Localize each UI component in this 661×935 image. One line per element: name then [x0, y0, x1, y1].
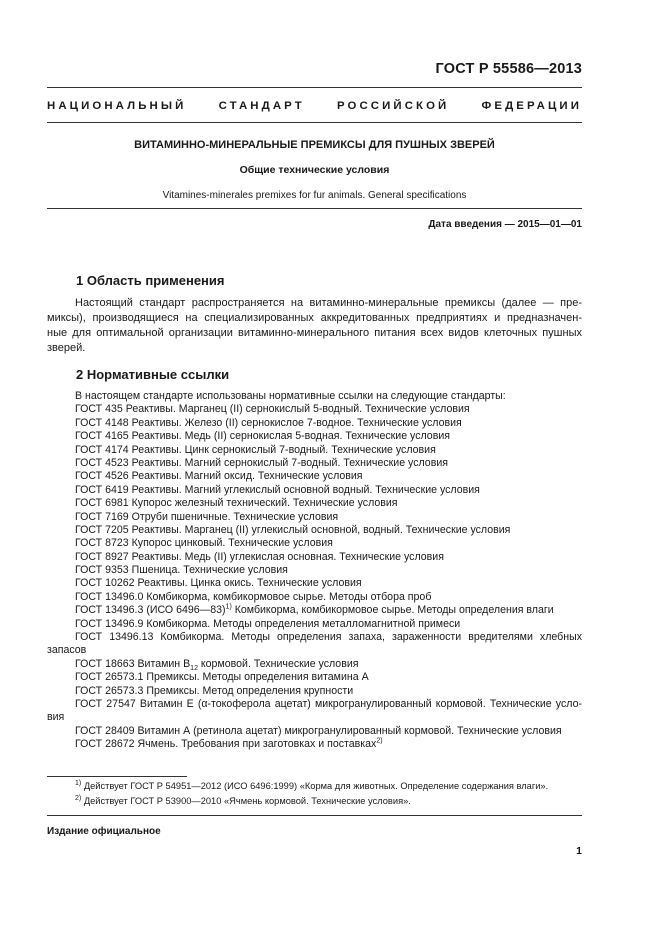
footnote-marker: 1): [75, 779, 82, 787]
footnote-1: [47, 779, 582, 794]
paragraph-line: Настоящий стандарт распространяется на витаминно-минеральные премиксы (далее — пре-: [75, 297, 582, 309]
reference-item: ГОСТ 7205 Реактивы. Марганец (II) углекислый основной, водный. Технические условия: [75, 523, 511, 536]
reference-item: ГОСТ 4174 Реактивы. Цинк сернокислый 7-водный. Технические условия: [75, 443, 436, 456]
section-1-heading: 1 Область применения: [76, 273, 225, 288]
footnote-separator: [47, 776, 187, 777]
normative-references-list: [47, 390, 582, 752]
reference-item: ГОСТ 8723 Купорос цинковый. Технические условия: [75, 537, 333, 550]
footer-rule: [47, 815, 582, 816]
reference-item: ГОСТ 6981 Купорос железный технический. Технические условия: [75, 497, 398, 510]
document-title-english: Vitamines-minerales premixes for fur animals. General specifications: [162, 190, 467, 201]
document-code: ГОСТ Р 55586—2013: [435, 61, 582, 77]
header-rule-bottom: [47, 122, 582, 123]
reference-text: ГОСТ 28672 Ячмень. Требования при заготовках и поставках: [75, 738, 377, 751]
reference-item: ГОСТ 435 Реактивы. Марганец (II) сернокислый 5-водный. Технические условия: [75, 403, 470, 416]
reference-item: ГОСТ 6419 Реактивы. Магний углекислый основной водный. Технические условия: [75, 483, 480, 496]
reference-item: ГОСТ 7169 Отруби пшеничные. Технические условия: [75, 510, 339, 523]
reference-item: ГОСТ 4165 Реактивы. Медь (II) сернокислая 5-водная. Технические условия: [75, 430, 450, 443]
reference-item: ГОСТ 26573.1 Премиксы. Методы определения витамина А: [75, 671, 369, 684]
reference-item: ГОСТ 13496.0 Комбикорма, комбикормовое сырье. Методы отбора проб: [75, 590, 432, 603]
footnote-text: Действует ГОСТ Р 54951—2012 (ИСО 6496:1999) «Корма для животных. Определение содержания влаги».: [81, 781, 549, 791]
reference-item-continued: вия: [47, 711, 65, 724]
reference-item: ГОСТ 13496.9 Комбикорма. Методы определения металломагнитной примеси: [75, 617, 461, 630]
footnote-marker: 1): [225, 603, 232, 611]
introduction-date: Дата введения — 2015—01—01: [428, 219, 582, 230]
document-subtitle: Общие технические условия: [239, 164, 390, 176]
reference-item-continued: запасов: [47, 644, 87, 657]
footnote-marker: 2): [376, 737, 383, 745]
reference-item: ГОСТ 9353 Пшеница. Технические условия: [75, 564, 288, 577]
section-1-paragraph: [47, 296, 582, 356]
reference-item: ГОСТ 13496.13 Комбикорма. Методы определения запаха, зараженности вредителями хлебных: [75, 631, 582, 644]
title-rule: [47, 208, 582, 209]
footnotes: [47, 779, 582, 809]
footnote-text: Действует ГОСТ Р 53900—2010 «Ячмень кормовой. Технические условия».: [81, 796, 411, 806]
reference-item: ГОСТ 27547 Витамин Е (α-токоферола ацетат) микрогранулированный кормовой. Технические усло-: [75, 697, 582, 710]
reference-item: [47, 658, 582, 671]
section-2-heading: 2 Нормативные ссылки: [76, 367, 230, 382]
reference-text: Комбикорма, комбикормовое сырье. Методы определения влаги: [231, 604, 554, 617]
paragraph-line: зверей.: [47, 342, 86, 354]
reference-item: [47, 604, 582, 617]
paragraph-line: миксы), производящиеся на специализированных аккредитованных предприятиях и предназначен-: [47, 312, 582, 324]
national-standard-banner: НАЦИОНАЛЬНЫЙ СТАНДАРТ РОССИЙСКОЙ ФЕДЕРАЦИИ: [47, 100, 582, 112]
paragraph-line: ные для оптимальной организации витаминно-минерального питания всех видов клеточных пушных: [47, 327, 582, 339]
footnote-2: [47, 794, 582, 809]
reference-text: кормовой. Технические условия: [197, 657, 359, 670]
reference-text: ГОСТ 18663 Витамин В: [75, 657, 191, 670]
official-edition-label: Издание официальное: [47, 826, 161, 837]
reference-item: ГОСТ 4526 Реактивы. Магний оксид. Технические условия: [75, 470, 363, 483]
reference-item: ГОСТ 10262 Реактивы. Цинка окись. Технические условия: [75, 577, 362, 590]
references-intro: В настоящем стандарте использованы нормативные ссылки на следующие стандарты:: [75, 390, 506, 402]
document-title: ВИТАМИННО-МИНЕРАЛЬНЫЕ ПРЕМИКСЫ ДЛЯ ПУШНЫХ ЗВЕРЕЙ: [134, 139, 495, 151]
reference-item: ГОСТ 4148 Реактивы. Железо (II) сернокислое 7-водное. Технические условия: [75, 416, 462, 429]
reference-text: ГОСТ 13496.3 (ИСО 6496—83): [75, 604, 226, 617]
header-rule-top: [47, 87, 582, 88]
reference-item: ГОСТ 26573.3 Премиксы. Метод определения крупности: [75, 684, 354, 697]
reference-item: ГОСТ 28409 Витамин А (ретинола ацетат) микрогранулированный кормовой. Технические условия: [75, 724, 562, 737]
subscript: 12: [190, 664, 198, 672]
footnote-marker: 2): [75, 794, 82, 802]
page-number: 1: [576, 845, 582, 857]
reference-item: ГОСТ 4523 Реактивы. Магний сернокислый 7-водный. Технические условия: [75, 456, 448, 469]
reference-item: [47, 738, 582, 751]
reference-item: ГОСТ 8927 Реактивы. Медь (II) углекислая основная. Технические условия: [75, 550, 444, 563]
